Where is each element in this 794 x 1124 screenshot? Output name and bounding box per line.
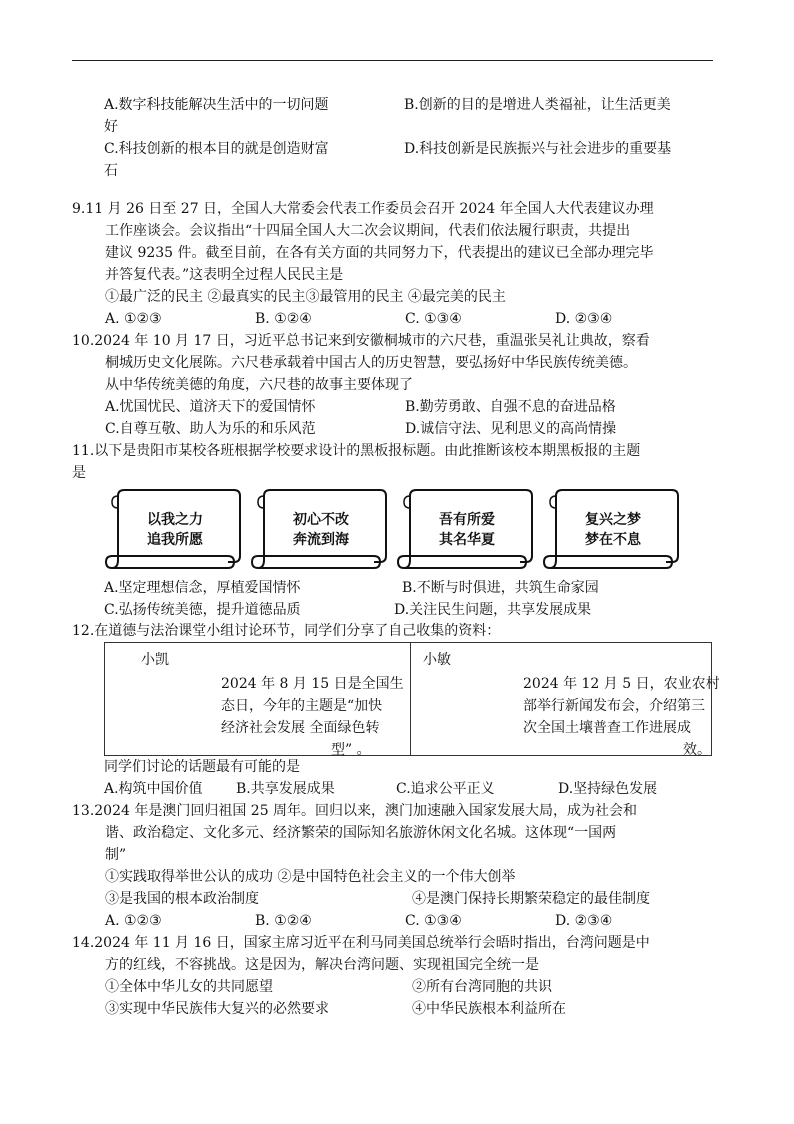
q12-question (72, 756, 720, 800)
question-11 (72, 440, 720, 484)
q14-statement-3: ③实现中华民族伟大复兴的必然要求 (105, 1001, 329, 1017)
q13-statements-row (72, 888, 720, 910)
q13-stem-line: 制” (105, 847, 127, 863)
scroll-board (250, 488, 390, 570)
cell-line: 态日，今年的主题是“加快 (221, 698, 383, 714)
q11-stem-line: 是 (72, 465, 86, 481)
q14-statement-4: ④中华民族根本利益所在 (412, 1001, 566, 1017)
q13-statements: ①实践取得举世公认的成功 ②是中国特色社会主义的一个伟大创举 (105, 869, 516, 885)
q11-options-row-1 (72, 577, 720, 599)
question-10 (72, 330, 720, 440)
q9-option-a: A. ①②③ (105, 311, 162, 327)
q9-options (72, 308, 720, 330)
q14-statements-row-2 (72, 998, 720, 1020)
q10-stem-line: 桐城历史文化展陈。六尺巷承载着中国古人的历史智慧，要弘扬好中华民族传统美德。 (105, 355, 637, 371)
blackboard-titles (104, 482, 724, 578)
q11-stem-line: 11.以下是贵阳市某校各班根据学校要求设计的黑板报标题。由此推断该校本期黑板报的主题 (72, 443, 641, 459)
q9-stem-line: 工作座谈会。会议指出“十四届全国人大二次会议期间，代表们依法履行职责，共提出 (105, 223, 631, 239)
q11-option-a: A.坚定理想信念，厚植爱国情怀 (104, 580, 301, 596)
q14-statement-1: ①全体中华儿女的共同愿望 (105, 979, 273, 995)
q8-option-b-wrap: 好 (104, 119, 118, 135)
q10-option-d: D.诚信守法、见利思义的高尚情操 (405, 421, 617, 437)
cell-body (523, 673, 720, 761)
cell-line: 型” 。 (331, 742, 371, 758)
q9-option-b: B. ①②④ (255, 311, 312, 327)
scroll-line: 复兴之梦 (585, 512, 641, 528)
q14-stem-line: 14.2024 年 11 月 16 日，国家主席习近平在利马同美国总统举行会晤时指出，台湾问题是中 (72, 935, 650, 951)
q12-option-d: D.坚持绿色发展 (558, 781, 658, 797)
cell-line: 部举行新闻发布会，介绍第三 (523, 698, 705, 714)
q8-option-d-wrap: 石 (104, 163, 118, 179)
q8-option-d: D.科技创新是民族振兴与社会进步的重要基 (404, 141, 672, 157)
q10-option-b: B.勤劳勇敢、自强不息的奋进品格 (405, 399, 616, 415)
q13-options (72, 910, 720, 932)
student-name: 小敏 (423, 652, 451, 668)
q12-option-b: B.共享发展成果 (236, 781, 335, 797)
q11-option-d: D.关注民生问题，共享发展成果 (394, 602, 592, 618)
q13-statement-3: ③是我国的根本政治制度 (105, 891, 259, 907)
q13-option-d: D. ②③④ (555, 913, 613, 929)
q9-option-d: D. ②③④ (555, 311, 613, 327)
scroll-line: 初心不改 (293, 512, 349, 528)
scroll-text (122, 510, 228, 550)
q9-stem-line: 并答复代表。”这表明全过程人民民主是 (105, 267, 344, 283)
cell-line: 次全国土壤普查工作进展成 (523, 720, 691, 736)
scroll-line: 吾有所爱 (439, 512, 495, 528)
scroll-line: 以我之力 (147, 512, 203, 528)
q13-option-c: C. ①③④ (405, 913, 462, 929)
q13-stem-line: 13.2024 年是澳门回归祖国 25 周年。回归以来，澳门加速融入国家发展大局，成为社会和 (72, 803, 638, 819)
q14-statement-2: ②所有台湾同胞的共识 (412, 979, 552, 995)
q12-question-line: 同学们讨论的话题最有可能的是 (104, 759, 300, 775)
q12-option-a: A.构筑中国价值 (104, 781, 203, 797)
q13-statement-4: ④是澳门保持长期繁荣稳定的最佳制度 (412, 891, 650, 907)
scroll-board (542, 488, 682, 570)
question-14 (72, 932, 720, 1020)
q13-option-b: B. ①②④ (255, 913, 312, 929)
q12-option-c: C.追求公平正义 (396, 781, 495, 797)
cell-body (221, 673, 404, 761)
q10-options-row-2 (72, 418, 720, 440)
q11-option-b: B.不断与时俱进，共筑生命家园 (402, 580, 599, 596)
q14-stem-line: 方的红线，不容挑战。这是因为，解决台湾问题、实现祖国完全统一是 (105, 957, 539, 973)
scroll-text (414, 510, 520, 550)
header-rule (72, 60, 713, 61)
q13-option-a: A. ①②③ (105, 913, 162, 929)
table-cell-right (411, 643, 720, 758)
scroll-line: 奔流到海 (293, 532, 349, 548)
q10-stem-line: 从中华传统美德的角度，六尺巷的故事主要体现了 (105, 377, 413, 393)
q9-stem-line: 建议 9235 件。截至目前，在各有关方面的共同努力下，代表提出的建议已全部办理完毕 (105, 245, 654, 261)
scroll-line: 其名华夏 (439, 532, 495, 548)
table-cell-left (105, 643, 409, 758)
q8-option-a: A.数字科技能解决生活中的一切问题 (104, 97, 329, 113)
scroll-board (104, 488, 244, 570)
cell-line: 经济社会发展 全面绿色转 (221, 720, 380, 736)
q9-stem-line: 9.11 月 26 日至 27 日，全国人大常委会代表工作委员会召开 2024 年全国人大代表建议办理 (72, 201, 654, 217)
cell-line: 2024 年 12 月 5 日，农业农村 (523, 676, 720, 692)
q12-options (72, 778, 720, 800)
scroll-line: 追我所愿 (147, 532, 203, 548)
q8-option-c: C.科技创新的根本目的就是创造财富 (104, 141, 329, 157)
scroll-text (560, 510, 666, 550)
q8-option-b: B.创新的目的是增进人类福祉，让生活更美 (404, 97, 671, 113)
scroll-text (268, 510, 374, 550)
q10-option-c: C.自尊互敬、助人为乐的和乐风范 (105, 421, 316, 437)
q13-stem-line: 谐、政治稳定、文化多元、经济繁荣的国际知名旅游休闲文化名城。这体现“一国两 (105, 825, 617, 841)
question-9 (72, 198, 720, 330)
q12-stem: 12.在道德与法治课堂小组讨论环节，同学们分享了自己收集的资料： (72, 623, 501, 639)
scroll-line: 梦在不息 (585, 532, 641, 548)
q12-material-table (104, 642, 720, 758)
q10-stem-line: 10.2024 年 10 月 17 日，习近平总书记来到安徽桐城市的六尺巷，重温张吴礼让典故，察看 (72, 333, 650, 349)
scroll-board (396, 488, 536, 570)
q9-option-c: C. ①③④ (405, 311, 462, 327)
q10-options-row-1 (72, 396, 720, 418)
student-name: 小凯 (141, 652, 169, 668)
q10-option-a: A.忧国忧民、道济天下的爱国情怀 (105, 399, 316, 415)
q14-statements-row-1 (72, 976, 720, 998)
cell-line: 效。 (683, 742, 711, 758)
cell-line: 2024 年 8 月 15 日是全国生 (221, 676, 404, 692)
q11-options (72, 577, 720, 621)
q11-options-row-2 (72, 599, 720, 621)
q11-option-c: C.弘扬传统美德，提升道德品质 (104, 602, 301, 618)
question-13 (72, 800, 720, 932)
q9-statements: ①最广泛的民主 ②最真实的民主③最管用的民主 ④最完美的民主 (105, 289, 506, 305)
